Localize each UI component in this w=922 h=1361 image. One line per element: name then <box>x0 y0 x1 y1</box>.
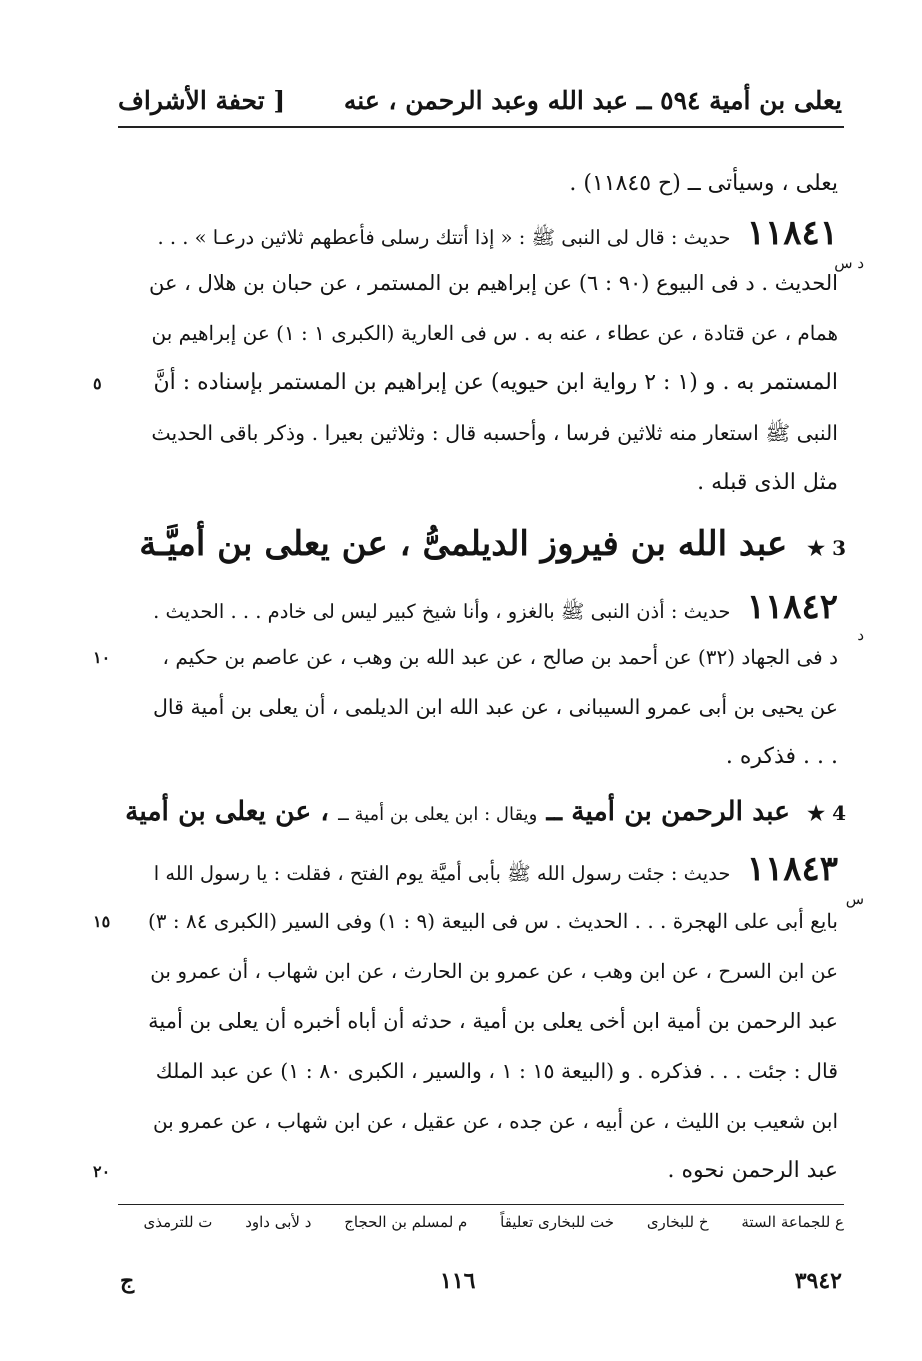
page-number: ١١٦ <box>440 1268 476 1294</box>
running-header-book: [ تحفة الأشراف <box>118 86 286 115</box>
header-rule <box>118 126 844 128</box>
text-line: بايع أبى على الهجرة . . . الحديث . س فى البيعة (٩ : ١) وفى السير (الكبرى ٨٤ : ٣) <box>147 909 838 933</box>
section-number: 3 ★ <box>807 536 846 560</box>
abbreviations-key <box>116 1213 844 1231</box>
line-number: ٢٠ <box>93 1162 111 1181</box>
abbreviation: م لمسلم بن الحجاج <box>344 1213 468 1231</box>
narrator-heading <box>126 522 846 570</box>
text-line: ابن شعيب بن الليث ، عن أبيه ، عن جده ، عن عقيل ، عن ابن شهاب ، عن عمرو بن <box>152 1109 838 1133</box>
section-number: 4 ★ <box>807 801 846 825</box>
margin-siglum: د س <box>834 254 864 272</box>
narrator-title: عبد الرحمن بن أمية ــ <box>546 796 790 827</box>
hadith-entry <box>148 587 838 629</box>
line-number: ٥ <box>93 374 102 393</box>
abbreviation: خ للبخارى <box>646 1213 709 1231</box>
hadith-text: حديث : أذن النبى ﷺ بالغزو ، وأنا شيخ كبير ليس لى خادم . . . الحديث . <box>153 600 731 623</box>
signature-number: ٣٩٤٢ <box>794 1268 842 1294</box>
text-line: عبد الرحمن بن أمية ابن أخى يعلى بن أمية ، حدثه أن أباه أخبره أن يعلى بن أمية <box>148 1009 838 1033</box>
text-line: النبى ﷺ استعار منه ثلاثين فرسا ، وأحسبه قال : وثلاثين بعيرا . وذكر باقى الحديث <box>151 421 838 445</box>
hadith-entry <box>148 213 838 255</box>
text-line: عن ابن السرح ، عن ابن وهب ، عن عمرو بن الحارث ، عن ابن شهاب ، أن عمرو بن <box>150 959 838 983</box>
text-line: المستمر به . و (١ : ٢ رواية ابن حيويه) عن إبراهيم بن المستمر بإسناده : أنَّ <box>153 370 838 395</box>
hadith-text: حديث : قال لى النبى ﷺ : « إذا أتتك رسلى فأعطهم ثلاثين درعـا » . . . <box>157 226 731 249</box>
abbreviation: ع للجماعة الستة <box>741 1213 844 1231</box>
narrator-title-rest: ، عن يعلى بن أمية <box>125 796 329 827</box>
line-number: ١٠ <box>93 648 111 667</box>
narrator-alias: ويقال : ابن يعلى بن أمية ــ <box>338 804 538 825</box>
abbreviation: خت للبخارى تعليقاً <box>500 1213 615 1231</box>
margin-siglum: د <box>857 626 864 644</box>
narrator-title: عبد الله بن فيروز الديلمىُّ ، عن يعلى بن أميَّـة <box>139 524 788 564</box>
hadith-number: ١١٨٤٣ <box>746 849 838 889</box>
text-line: مثل الذى قبله . <box>697 470 838 495</box>
footer-rule <box>118 1204 844 1205</box>
narrator-heading <box>126 790 846 837</box>
hadith-text: حديث : جئت رسول الله ﷺ بأبى أميَّة يوم الفتح ، فقلت : يا رسول الله ا <box>153 862 731 885</box>
text-line: همام ، عن قتادة ، عن عطاء ، عنه به . س فى العارية (الكبرى ١ : ١) عن إبراهيم بن <box>151 321 838 345</box>
text-line: عبد الرحمن نحوه . <box>667 1158 838 1183</box>
text-line: د فى الجهاد (٣٢) عن أحمد بن صالح ، عن عبد الله بن وهب ، عن عاصم بن حكيم ، <box>162 645 838 669</box>
text-line: عن يحيى بن أبى عمرو السيبانى ، عن عبد الله ابن الديلمى ، أن يعلى بن أمية قال <box>153 695 838 719</box>
text-line: قال : جئت . . . فذكره . و (البيعة ١٥ : ١ ، والسير ، الكبرى ٨٠ : ١) عن عبد الملك <box>155 1059 838 1083</box>
margin-siglum: س <box>845 890 864 908</box>
hadith-number: ١١٨٤١ <box>746 213 838 253</box>
running-header-title: يعلى بن أمية ٥٩٤ ــ عبد الله وعبد الرحمن ، عنه <box>343 86 842 115</box>
line-number: ١٥ <box>93 912 111 931</box>
hadith-entry <box>148 849 838 891</box>
text-line: يعلى ، وسيأتى ــ (ح ١١٨٤٥) . <box>569 171 838 196</box>
hadith-number: ١١٨٤٢ <box>746 587 838 627</box>
text-line: الحديث . د فى البيوع (٩٠ : ٦) عن إبراهيم بن المستمر ، عن حبان بن هلال ، عن <box>148 271 838 295</box>
volume-mark: ج <box>120 1268 135 1294</box>
abbreviation: ت للترمذى <box>143 1213 213 1231</box>
abbreviation: د لأبى داود <box>245 1213 312 1231</box>
text-line: . . . فذكره . <box>725 744 838 769</box>
